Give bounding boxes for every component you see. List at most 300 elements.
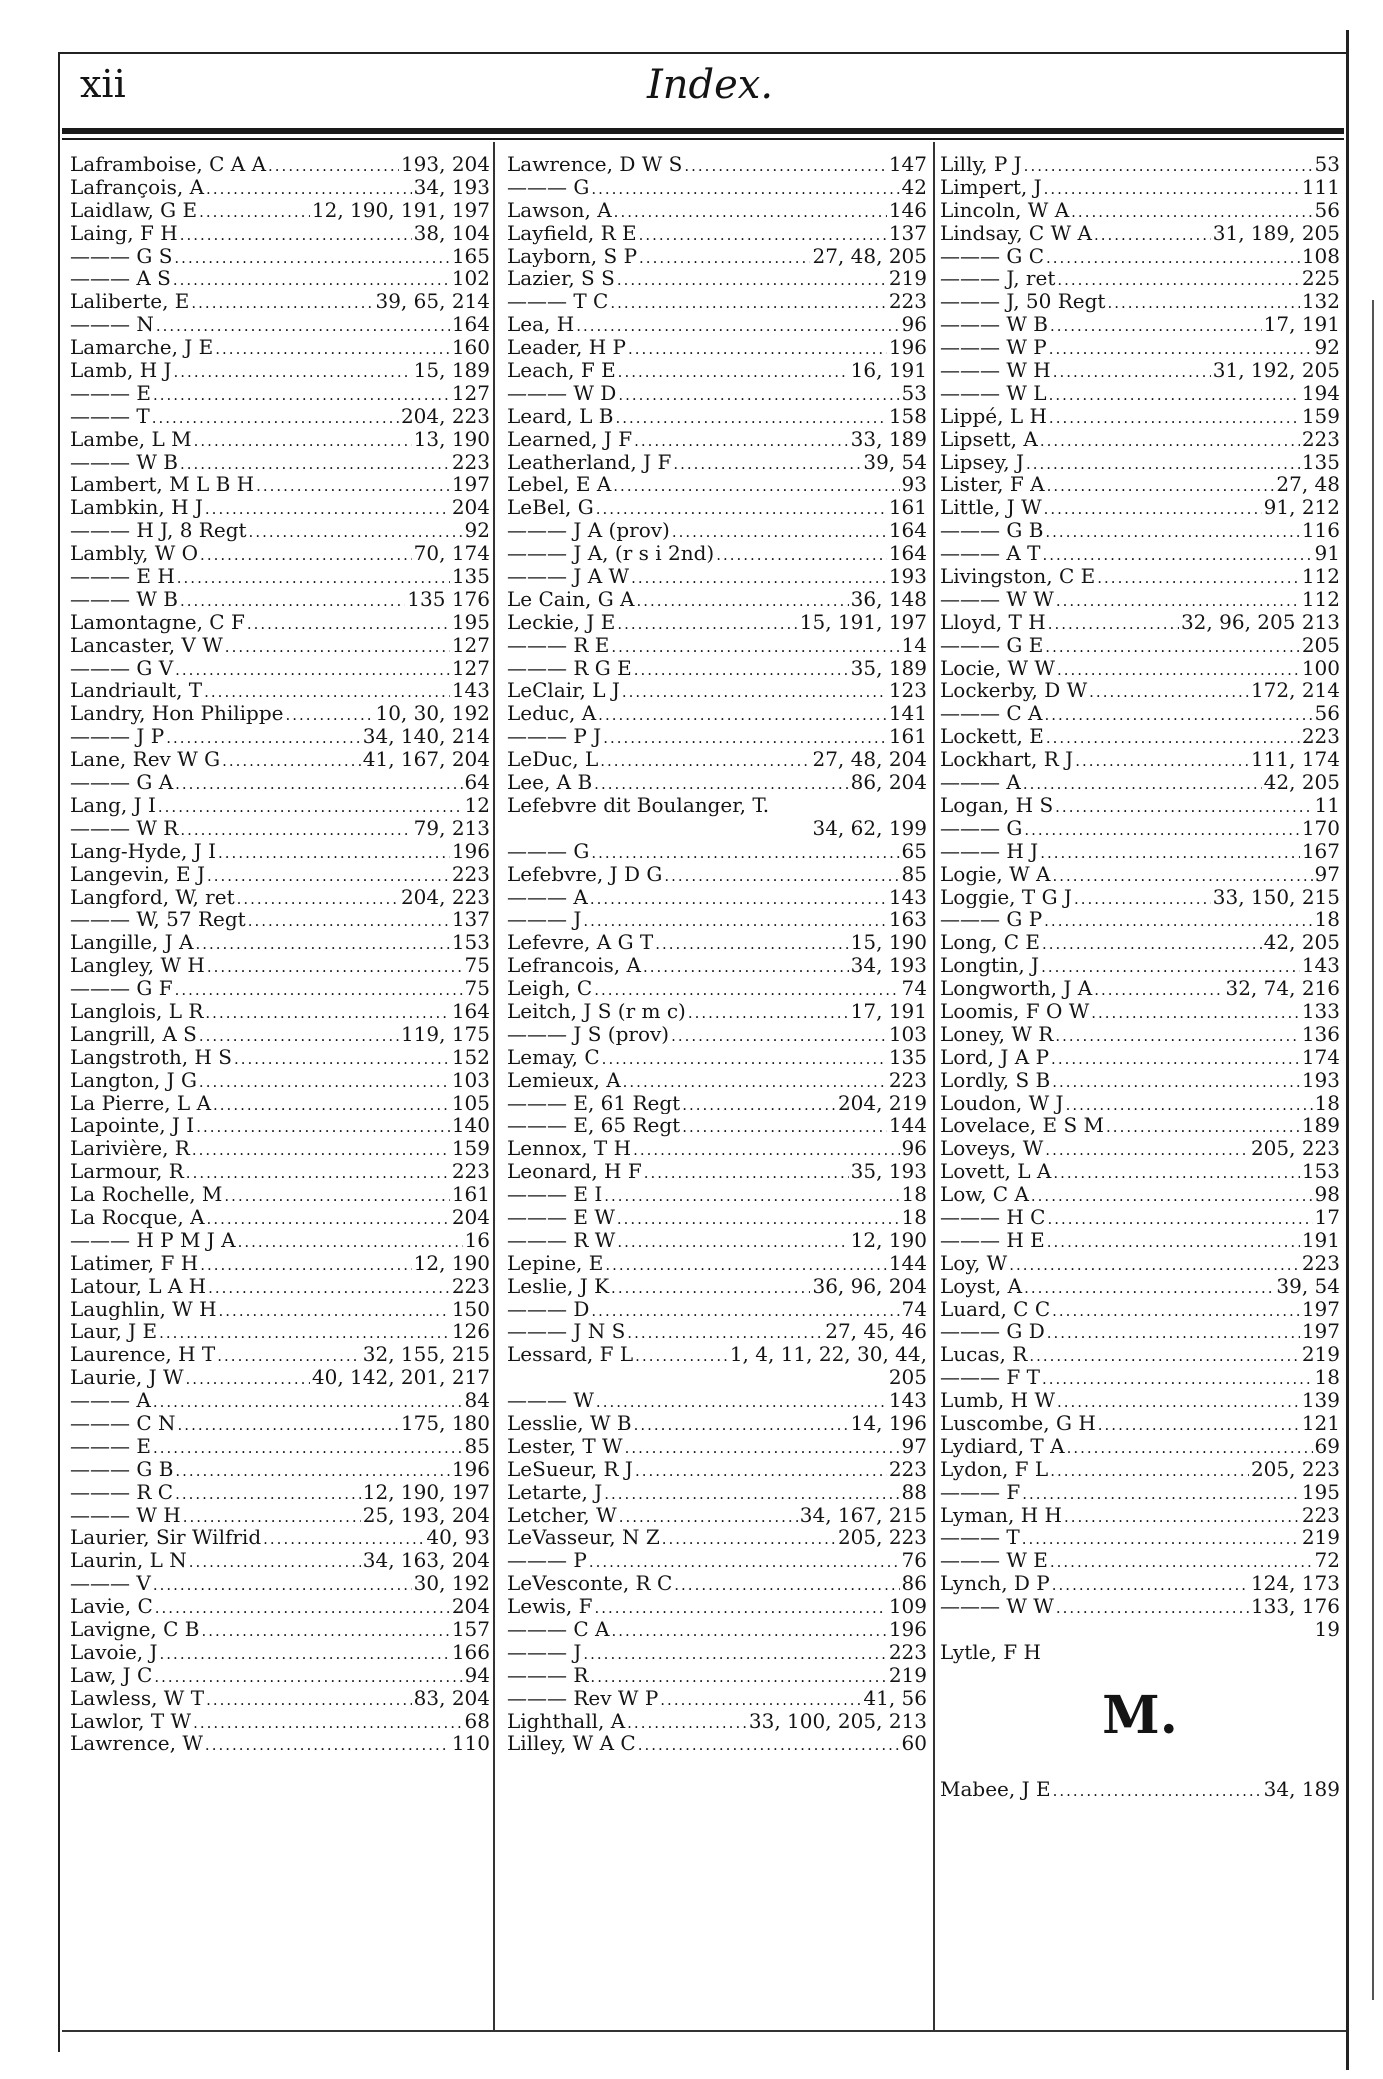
entry-pages: 38, 104 bbox=[413, 221, 490, 245]
entry-name: Lucas, R bbox=[940, 1343, 1028, 1367]
dot-leader bbox=[202, 1620, 450, 1641]
entry-pages: 143 bbox=[888, 1389, 927, 1412]
entry-pages: 132 bbox=[1301, 290, 1340, 314]
index-entry bbox=[507, 725, 927, 748]
entry-pages: 97 bbox=[901, 1434, 927, 1458]
entry-pages: 27, 45, 46 bbox=[825, 1320, 927, 1344]
entry-name: ——— J, 50 Regt bbox=[940, 290, 1106, 314]
entry-pages: 17, 191 bbox=[1263, 313, 1340, 337]
entry-name: Lavigne, C B bbox=[70, 1618, 200, 1641]
index-entry bbox=[940, 794, 1340, 817]
dot-leader bbox=[194, 430, 412, 451]
entry-pages: 75 bbox=[464, 977, 490, 1000]
dot-leader bbox=[684, 155, 886, 176]
dot-leader bbox=[249, 521, 463, 542]
index-entry bbox=[507, 977, 927, 1000]
index-entry bbox=[940, 542, 1340, 565]
dot-leader bbox=[1051, 1048, 1300, 1069]
dot-leader bbox=[153, 1574, 412, 1595]
index-entry bbox=[507, 1710, 927, 1733]
entry-pages: 164 bbox=[888, 519, 927, 543]
index-entry bbox=[70, 1687, 490, 1710]
entry-name: ——— F T bbox=[940, 1366, 1040, 1390]
entry-name: Lambly, W O bbox=[70, 542, 199, 566]
dot-leader bbox=[195, 933, 449, 954]
entry-name: LeVasseur, N Z bbox=[507, 1526, 660, 1550]
entry-name: Lefebvre, J D G bbox=[507, 862, 663, 886]
entry-pages: 92 bbox=[464, 519, 490, 543]
dot-leader bbox=[1045, 1139, 1249, 1160]
index-entry bbox=[940, 1595, 1340, 1618]
entry-pages: 135 bbox=[1301, 450, 1340, 474]
dot-leader bbox=[1089, 681, 1249, 702]
index-entry bbox=[70, 1458, 490, 1481]
entry-name: Law, J C bbox=[70, 1663, 153, 1687]
index-entry bbox=[507, 702, 927, 725]
entry-pages: 74 bbox=[901, 1297, 927, 1321]
entry-name: Lister, F A bbox=[940, 473, 1045, 497]
entry-pages: 204 bbox=[451, 496, 490, 520]
dot-leader bbox=[1040, 842, 1300, 863]
entry-pages: 108 bbox=[1301, 244, 1340, 268]
entry-pages: 195 bbox=[451, 610, 490, 634]
entry-pages: 204, 223 bbox=[400, 885, 490, 909]
index-entry bbox=[70, 451, 490, 474]
dot-leader bbox=[213, 1094, 450, 1115]
entry-pages: 157 bbox=[451, 1618, 490, 1641]
dot-leader bbox=[631, 567, 887, 588]
index-entry bbox=[70, 1343, 490, 1366]
index-entry bbox=[507, 336, 927, 359]
entry-name: Lawrence, D W S bbox=[507, 153, 683, 176]
index-entry bbox=[507, 1320, 927, 1343]
entry-pages: 135 176 bbox=[407, 587, 490, 611]
dot-leader bbox=[1047, 1231, 1300, 1252]
entry-name: Leach, F E bbox=[507, 359, 616, 382]
entry-pages: 191 bbox=[1301, 1228, 1340, 1252]
entry-pages: 223 bbox=[1301, 1251, 1340, 1275]
dot-leader bbox=[1094, 224, 1211, 245]
index-entry bbox=[940, 1069, 1340, 1092]
entry-name: ——— E bbox=[70, 381, 151, 405]
dot-leader bbox=[1052, 1300, 1300, 1321]
dot-leader bbox=[1029, 1345, 1299, 1366]
entry-pages: 79, 213 bbox=[413, 816, 490, 840]
dot-leader bbox=[627, 1322, 823, 1343]
index-entry bbox=[70, 1320, 490, 1343]
dot-leader bbox=[263, 1528, 424, 1549]
entry-name: LeBel, G bbox=[507, 496, 594, 520]
entry-pages: 204 bbox=[451, 1205, 490, 1229]
entry-name: ——— P bbox=[507, 1549, 587, 1573]
dot-leader bbox=[1106, 1116, 1300, 1137]
entry-name: LeClair, L J bbox=[507, 679, 620, 703]
index-entry bbox=[940, 1343, 1340, 1366]
entry-pages: 223 bbox=[451, 1160, 490, 1184]
index-entry bbox=[507, 794, 927, 817]
dot-leader bbox=[1024, 155, 1313, 176]
index-entry bbox=[70, 634, 490, 657]
dot-leader bbox=[152, 407, 399, 428]
entry-pages: 12 bbox=[464, 793, 490, 817]
entry-name: Lavie, C bbox=[70, 1595, 153, 1618]
entry-pages: 64 bbox=[464, 771, 490, 794]
dot-leader bbox=[611, 636, 899, 657]
entry-name: ——— T bbox=[70, 404, 150, 428]
index-entry bbox=[70, 1549, 490, 1572]
entry-name: Le Cain, G A bbox=[507, 587, 635, 611]
dot-leader bbox=[155, 1597, 450, 1618]
entry-pages: 196 bbox=[451, 839, 490, 863]
entry-name: Laframboise, C A A bbox=[70, 153, 267, 176]
entry-name: Lipsett, A bbox=[940, 427, 1038, 451]
index-entry bbox=[507, 565, 927, 588]
dot-leader bbox=[1097, 567, 1300, 588]
index-entry bbox=[940, 1389, 1340, 1412]
entry-pages: 91 bbox=[1314, 542, 1340, 566]
index-column-1 bbox=[70, 153, 490, 1755]
dot-leader bbox=[1075, 750, 1249, 771]
dot-leader bbox=[1066, 1094, 1313, 1115]
entry-name: Lilly, P J bbox=[940, 153, 1022, 176]
dot-leader bbox=[183, 1506, 361, 1527]
entry-name: ——— G B bbox=[940, 519, 1044, 543]
entry-pages: 193 bbox=[1301, 1068, 1340, 1092]
dot-leader bbox=[222, 750, 361, 771]
entry-pages: 27, 48 bbox=[1276, 473, 1340, 497]
dot-leader bbox=[598, 704, 887, 725]
dot-leader bbox=[1045, 636, 1300, 657]
entry-name: Limpert, J bbox=[940, 175, 1042, 199]
dot-leader bbox=[1057, 269, 1299, 290]
index-entry bbox=[940, 863, 1340, 886]
dot-leader bbox=[1043, 544, 1313, 565]
entry-pages: 35, 189 bbox=[850, 656, 927, 680]
entry-name: Lester, T W bbox=[507, 1434, 623, 1458]
entry-name: Lamontagne, C F bbox=[70, 610, 245, 634]
entry-pages: 144 bbox=[888, 1251, 927, 1275]
entry-name: ——— G bbox=[940, 816, 1023, 840]
entry-pages: 18 bbox=[1314, 908, 1340, 932]
index-entry bbox=[507, 748, 927, 771]
entry-name: ——— T C bbox=[507, 290, 609, 314]
entry-pages: 84 bbox=[464, 1389, 490, 1412]
entry-name: ——— W bbox=[507, 1389, 594, 1412]
index-entry bbox=[940, 1641, 1340, 1664]
entry-pages: 42, 205 bbox=[1263, 771, 1340, 794]
entry-name: Loveys, W bbox=[940, 1137, 1044, 1161]
header-rule-thin bbox=[62, 138, 1344, 140]
entry-name: Lambkin, H J bbox=[70, 496, 203, 520]
dot-leader bbox=[617, 1208, 900, 1229]
dot-leader bbox=[200, 544, 412, 565]
index-entry bbox=[940, 931, 1340, 954]
dot-leader bbox=[256, 475, 450, 496]
entry-name: Lord, J A P bbox=[940, 1045, 1050, 1069]
dot-leader bbox=[180, 819, 411, 840]
entry-pages: 219 bbox=[888, 1663, 927, 1687]
dot-leader bbox=[619, 1506, 798, 1527]
entry-pages: 18 bbox=[901, 1205, 927, 1229]
dot-leader bbox=[1053, 1162, 1299, 1183]
index-entry bbox=[940, 840, 1340, 863]
index-entry bbox=[940, 977, 1340, 1000]
entry-pages: 42, 205 bbox=[1263, 931, 1340, 955]
entry-pages: 93 bbox=[901, 473, 927, 497]
entry-name: ——— W E bbox=[940, 1549, 1048, 1573]
index-entry bbox=[507, 542, 927, 565]
entry-pages: 53 bbox=[901, 381, 927, 405]
entry-name: Lambert, M L B H bbox=[70, 473, 255, 497]
index-entry bbox=[940, 153, 1340, 176]
entry-name: Lamarche, J E bbox=[70, 336, 214, 360]
entry-name: Lazier, S S bbox=[507, 267, 615, 291]
entry-pages: 70, 174 bbox=[413, 542, 490, 566]
index-entry bbox=[507, 1092, 927, 1115]
entry-name: Learned, J F bbox=[507, 427, 633, 451]
entry-pages: 39, 54 bbox=[863, 450, 927, 474]
index-entry bbox=[507, 1526, 927, 1549]
entry-name: ——— Rev W P bbox=[507, 1686, 659, 1710]
entry-pages: 223 bbox=[888, 1068, 927, 1092]
entry-pages: 193, 204 bbox=[400, 153, 490, 176]
index-entry bbox=[507, 451, 927, 474]
index-entry bbox=[70, 222, 490, 245]
dot-leader bbox=[644, 1162, 849, 1183]
entry-pages: 75 bbox=[464, 954, 490, 978]
entry-name: ——— R G E bbox=[507, 656, 632, 680]
dot-leader bbox=[611, 1620, 886, 1641]
entry-name: Loyst, A bbox=[940, 1274, 1023, 1298]
page-edge-line bbox=[1372, 300, 1374, 2000]
entry-name: LeSueur, R J bbox=[507, 1457, 633, 1481]
dot-leader bbox=[633, 1139, 899, 1160]
entry-name: Lovelace, E S M bbox=[940, 1114, 1105, 1138]
index-entry bbox=[940, 1481, 1340, 1504]
entry-pages: 112 bbox=[1301, 565, 1340, 588]
index-entry bbox=[70, 1046, 490, 1069]
index-entry bbox=[940, 428, 1340, 451]
entry-name: Loomis, F O W bbox=[940, 999, 1090, 1023]
entry-name: ——— W H bbox=[940, 359, 1051, 382]
dot-leader bbox=[1042, 1368, 1313, 1389]
index-entry bbox=[940, 657, 1340, 680]
index-entry bbox=[940, 451, 1340, 474]
index-entry bbox=[507, 1458, 927, 1481]
entry-name: Lemay, C bbox=[507, 1045, 600, 1069]
dot-leader bbox=[634, 659, 849, 680]
index-entry bbox=[940, 954, 1340, 977]
dot-leader bbox=[617, 613, 797, 634]
entry-pages: 33, 100, 205, 213 bbox=[748, 1709, 927, 1733]
entry-name: Langford, W, ret bbox=[70, 885, 235, 909]
dot-leader bbox=[660, 1689, 861, 1710]
entry-pages: 161 bbox=[451, 1183, 490, 1206]
entry-name: ——— W B bbox=[70, 450, 178, 474]
entry-pages: 153 bbox=[451, 931, 490, 955]
entry-name: Laurin, L N bbox=[70, 1549, 187, 1573]
index-entry bbox=[70, 817, 490, 840]
entry-pages: 34, 189 bbox=[1263, 1777, 1340, 1801]
index-entry bbox=[507, 1641, 927, 1664]
dot-leader bbox=[175, 659, 450, 680]
dot-leader bbox=[1023, 773, 1262, 794]
dot-leader bbox=[1091, 1002, 1300, 1023]
index-entry bbox=[507, 817, 927, 840]
entry-name: Lang, J I bbox=[70, 793, 156, 817]
entry-pages: 86 bbox=[901, 1572, 927, 1596]
dot-leader bbox=[192, 1139, 450, 1160]
index-entry bbox=[70, 542, 490, 565]
index-entry bbox=[70, 977, 490, 1000]
entry-name: Lawrence, W bbox=[70, 1732, 203, 1756]
entry-name: ——— G A bbox=[70, 771, 174, 794]
entry-name: ——— W B bbox=[70, 587, 178, 611]
dot-leader bbox=[672, 521, 887, 542]
index-entry bbox=[507, 290, 927, 313]
index-entry bbox=[940, 1137, 1340, 1160]
entry-pages: 97 bbox=[1314, 862, 1340, 886]
dot-leader bbox=[1041, 956, 1300, 977]
dot-leader bbox=[174, 247, 449, 268]
dot-leader bbox=[199, 1071, 450, 1092]
entry-pages: 103 bbox=[888, 1022, 927, 1046]
entry-pages: 53 bbox=[1314, 153, 1340, 176]
entry-pages: 91, 212 bbox=[1263, 496, 1340, 520]
dot-leader bbox=[623, 1071, 887, 1092]
entry-pages: 205, 223 bbox=[1250, 1137, 1340, 1161]
entry-name: Lesslie, W B bbox=[507, 1411, 632, 1435]
dot-leader bbox=[673, 453, 861, 474]
index-entry bbox=[507, 863, 927, 886]
entry-pages: 135 bbox=[451, 565, 490, 588]
entry-name: ——— J A W bbox=[507, 565, 630, 588]
entry-name: Lilley, W A C bbox=[507, 1732, 636, 1756]
entry-name: Longworth, J A bbox=[940, 977, 1093, 1000]
index-entry bbox=[70, 702, 490, 725]
entry-name: ——— G B bbox=[70, 1457, 174, 1481]
entry-pages: 12, 190 bbox=[850, 1228, 927, 1252]
dot-leader bbox=[175, 773, 462, 794]
index-entry bbox=[507, 313, 927, 336]
dot-leader bbox=[1071, 201, 1312, 222]
entry-name: Larivière, R bbox=[70, 1137, 190, 1161]
entry-name: Layborn, S P bbox=[507, 244, 638, 268]
index-entry bbox=[70, 794, 490, 817]
entry-name: ——— A bbox=[507, 885, 588, 909]
entry-name: Laurie, J W bbox=[70, 1366, 184, 1390]
dot-leader bbox=[1055, 796, 1312, 817]
dot-leader bbox=[189, 1551, 361, 1572]
entry-name: ——— F bbox=[940, 1480, 1021, 1504]
index-entry bbox=[507, 1618, 927, 1641]
entry-name: Leitch, J S (r m c) bbox=[507, 999, 686, 1023]
entry-name: Lapointe, J I bbox=[70, 1114, 195, 1138]
dot-leader bbox=[286, 704, 374, 725]
index-entry bbox=[940, 1366, 1340, 1389]
entry-name: Lippé, L H bbox=[940, 404, 1047, 428]
index-entry bbox=[70, 1504, 490, 1527]
entry-name: ——— E H bbox=[70, 565, 175, 588]
entry-name: Lambe, L M bbox=[70, 427, 192, 451]
index-entry bbox=[70, 1252, 490, 1275]
index-entry bbox=[507, 1549, 927, 1572]
dot-leader bbox=[1064, 1506, 1300, 1527]
index-entry bbox=[940, 1229, 1340, 1252]
dot-leader bbox=[634, 430, 849, 451]
dot-leader bbox=[590, 888, 887, 909]
entry-pages: 175, 180 bbox=[400, 1411, 490, 1435]
entry-pages: 223 bbox=[888, 1457, 927, 1481]
entry-pages: 205, 223 bbox=[837, 1526, 927, 1550]
index-entry bbox=[70, 405, 490, 428]
entry-name: Lefebvre dit Boulanger, T. bbox=[507, 793, 770, 817]
index-entry bbox=[507, 1183, 927, 1206]
entry-name: Landry, Hon Philippe bbox=[70, 702, 284, 726]
entry-pages: 11 bbox=[1314, 793, 1340, 817]
entry-name: Lawson, A bbox=[507, 198, 612, 222]
dot-leader bbox=[628, 338, 887, 359]
dot-leader bbox=[662, 1528, 836, 1549]
index-entry bbox=[507, 1275, 927, 1298]
entry-name: Laing, F H bbox=[70, 221, 178, 245]
entry-name: Lavoie, J bbox=[70, 1640, 158, 1664]
entry-name: Lang-Hyde, J I bbox=[70, 839, 217, 863]
frame-right-line bbox=[1346, 30, 1349, 2070]
entry-name: ——— E, 61 Regt bbox=[507, 1091, 681, 1115]
dot-leader bbox=[1046, 247, 1300, 268]
index-entry bbox=[507, 473, 927, 496]
index-entry bbox=[940, 1435, 1340, 1458]
entry-pages: 133 bbox=[1301, 999, 1340, 1023]
entry-name: Lewis, F bbox=[507, 1595, 593, 1618]
dot-leader bbox=[596, 1391, 887, 1412]
dot-leader bbox=[602, 1048, 887, 1069]
entry-pages: 32, 96, 205 213 bbox=[1180, 610, 1340, 634]
entry-pages: 34, 140, 214 bbox=[362, 725, 490, 749]
index-entry bbox=[507, 496, 927, 519]
entry-name: Lordly, S B bbox=[940, 1068, 1051, 1092]
dot-leader bbox=[1009, 1254, 1300, 1275]
entry-pages: 136 bbox=[1301, 1022, 1340, 1046]
index-entry bbox=[940, 611, 1340, 634]
entry-name: Langrill, A S bbox=[70, 1022, 197, 1046]
entry-pages: 25, 193, 204 bbox=[362, 1503, 490, 1527]
entry-name: ——— H J bbox=[940, 839, 1039, 863]
index-entry bbox=[940, 702, 1340, 725]
index-entry bbox=[507, 657, 927, 680]
entry-pages: 35, 193 bbox=[850, 1160, 927, 1184]
entry-name: Lepine, E bbox=[507, 1251, 604, 1275]
entry-pages: 18 bbox=[1314, 1091, 1340, 1115]
index-entry bbox=[70, 519, 490, 542]
dot-leader bbox=[217, 1345, 361, 1366]
entry-name: ——— J bbox=[507, 1640, 582, 1664]
entry-name: ——— R bbox=[507, 1663, 589, 1687]
entry-pages: 85 bbox=[901, 862, 927, 886]
entry-pages: 135 bbox=[888, 1045, 927, 1069]
dot-leader bbox=[622, 681, 887, 702]
entry-name: ——— R W bbox=[507, 1228, 616, 1252]
entry-pages: 15, 190 bbox=[850, 931, 927, 955]
index-entry bbox=[70, 245, 490, 268]
entry-pages: 137 bbox=[888, 221, 927, 245]
entry-name: ——— A T bbox=[940, 542, 1041, 566]
entry-pages: 14, 196 bbox=[850, 1411, 927, 1435]
index-entry bbox=[507, 245, 927, 268]
dot-leader bbox=[610, 292, 886, 313]
entry-name: Lefevre, A G T bbox=[507, 931, 654, 955]
